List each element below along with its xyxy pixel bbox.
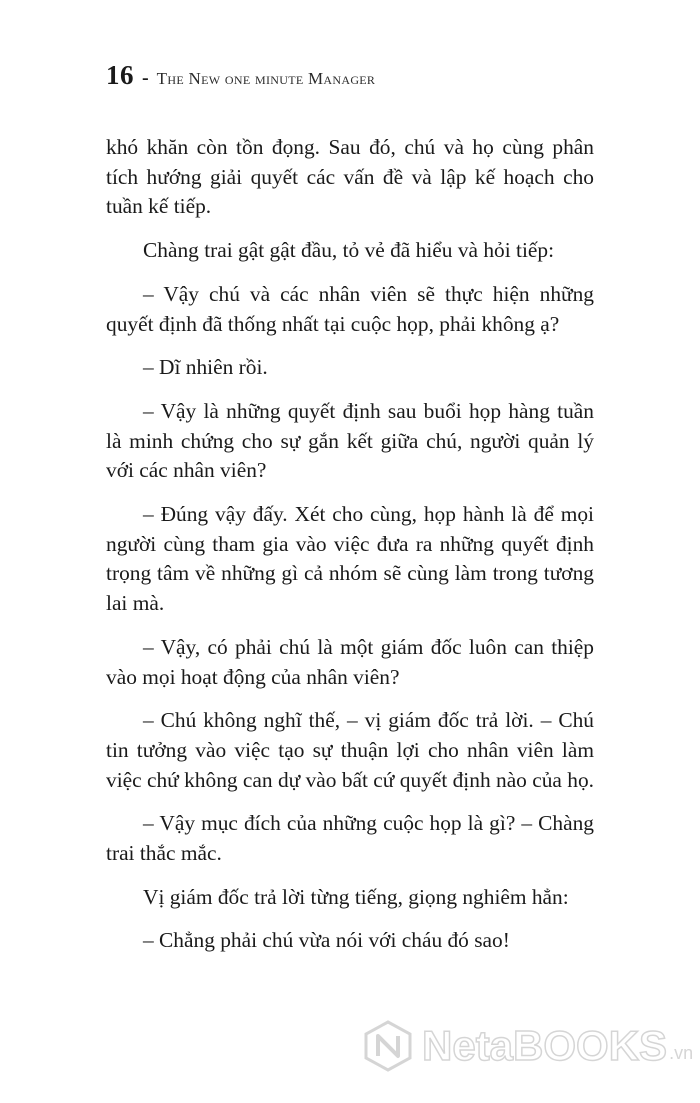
page-number: 16 <box>106 60 134 90</box>
dialogue-line: – Chú không nghĩ thế, – vị giám đốc trả lời. – Chú tin tưởng vào việc tạo sự thuận lợi cho nhân viên làm việc chứ không can dự vào bất cứ quyết định nào của họ. <box>106 708 594 792</box>
page-body <box>106 133 594 970</box>
paragraph: Vị giám đốc trả lời từng tiếng, giọng nghiêm hẳn: <box>143 884 569 909</box>
running-header <box>106 60 375 91</box>
dialogue-line: – Đúng vậy đấy. Xét cho cùng, họp hành là để mọi người cùng tham gia vào việc đưa ra những quyết định trọng tâm về những gì cả nhóm sẽ cùng làm trong tương lai mà. <box>106 502 594 616</box>
paragraph: Chàng trai gật gật đầu, tỏ vẻ đã hiểu và hỏi tiếp: <box>143 238 555 263</box>
watermark <box>362 1020 693 1072</box>
dialogue-line: – Vậy chú và các nhân viên sẽ thực hiện những quyết định đã thống nhất tại cuộc họp, phải không ạ? <box>106 281 594 336</box>
watermark-brand: NetaBOOKS <box>422 1022 668 1069</box>
watermark-suffix: .vn <box>669 1043 694 1063</box>
header-separator: - <box>142 67 149 89</box>
netabooks-logo-icon <box>362 1020 414 1072</box>
paragraph-continuation: khó khăn còn tồn đọng. Sau đó, chú và họ cùng phân tích hướng giải quyết các vấn đề và lập kế hoạch cho tuần kế tiếp. <box>106 135 594 219</box>
dialogue-line: – Chẳng phải chú vừa nói với cháu đó sao! <box>143 928 510 953</box>
running-title: The New one minute Manager <box>156 69 376 88</box>
dialogue-line: – Dĩ nhiên rồi. <box>143 355 268 380</box>
dialogue-line: – Vậy mục đích của những cuộc họp là gì? – Chàng trai thắc mắc. <box>106 811 594 866</box>
dialogue-line: – Vậy, có phải chú là một giám đốc luôn can thiệp vào mọi hoạt động của nhân viên? <box>106 634 594 689</box>
dialogue-line: – Vậy là những quyết định sau buổi họp hàng tuần là minh chứng cho sự gắn kết giữa chú, người quản lý với các nhân viên? <box>106 398 594 483</box>
